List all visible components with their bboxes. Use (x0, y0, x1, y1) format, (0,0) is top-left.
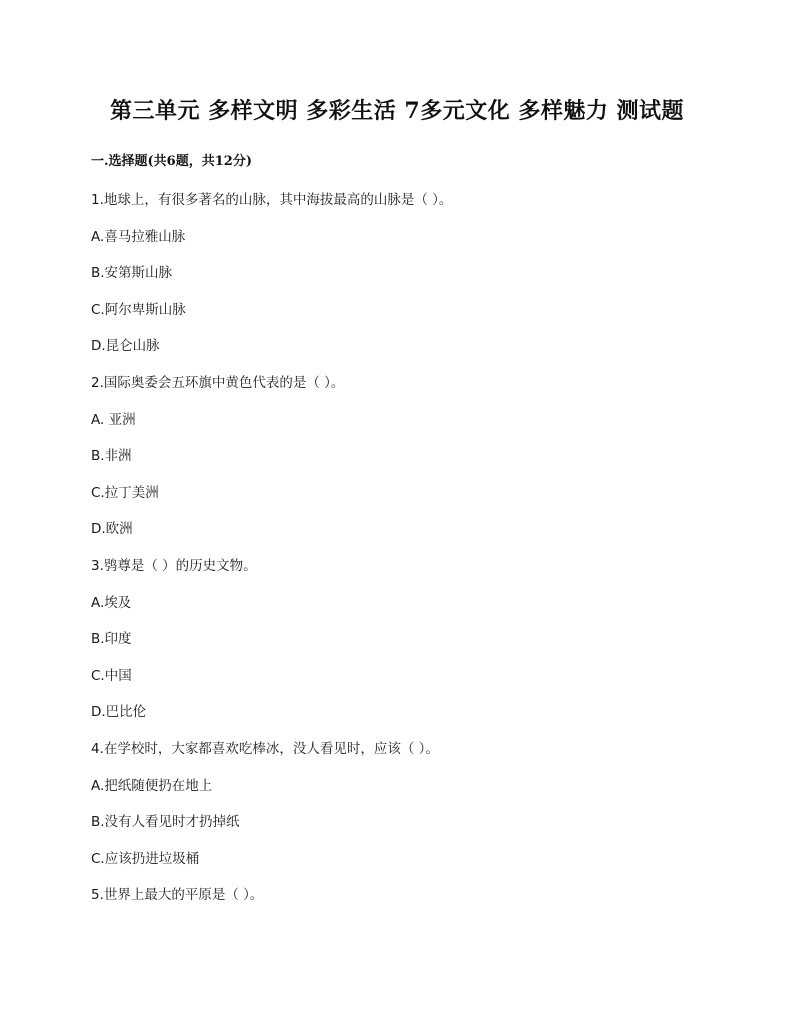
section-heading: 一.选择题(共6题，共12分) (91, 154, 252, 169)
question-2-option-a: A. 亚洲 (91, 411, 136, 428)
question-3-option-c: C.中国 (91, 667, 132, 684)
question-1-option-c: C.阿尔卑斯山脉 (91, 301, 186, 318)
question-2-option-d: D.欧洲 (91, 521, 133, 538)
question-1: 1.地球上，有很多著名的山脉，其中海拔最高的山脉是（ ）。 (91, 192, 453, 208)
document-title: 第三单元 多样文明 多彩生活 7多元文化 多样魅力 测试题 (109, 98, 685, 124)
question-1-option-d: D.昆仑山脉 (91, 338, 160, 355)
question-2-option-c: C.拉丁美洲 (91, 484, 159, 501)
question-4-option-a: A.把纸随便扔在地上 (91, 777, 213, 794)
question-1-option-b: B.安第斯山脉 (91, 265, 173, 282)
question-2-option-b: B.非洲 (91, 448, 132, 465)
question-4-option-b: B.没有人看见时才扔掉纸 (91, 814, 240, 831)
question-1-option-a: A.喜马拉雅山脉 (91, 228, 186, 245)
question-4-option-c: C.应该扔进垃圾桶 (91, 850, 200, 867)
question-5: 5.世界上最大的平原是（ ）。 (91, 887, 264, 904)
question-list (91, 190, 711, 922)
question-2: 2.国际奥委会五环旗中黄色代表的是（ ）。 (91, 374, 345, 391)
question-3-option-b: B.印度 (91, 631, 132, 648)
question-3-option-a: A.埃及 (91, 594, 132, 611)
question-3-option-d: D.巴比伦 (91, 704, 147, 721)
question-4: 4.在学校时，大家都喜欢吃棒冰，没人看见时，应该（ ）。 (91, 740, 439, 757)
question-3: 3.鸮尊是（ ）的历史文物。 (91, 557, 257, 574)
